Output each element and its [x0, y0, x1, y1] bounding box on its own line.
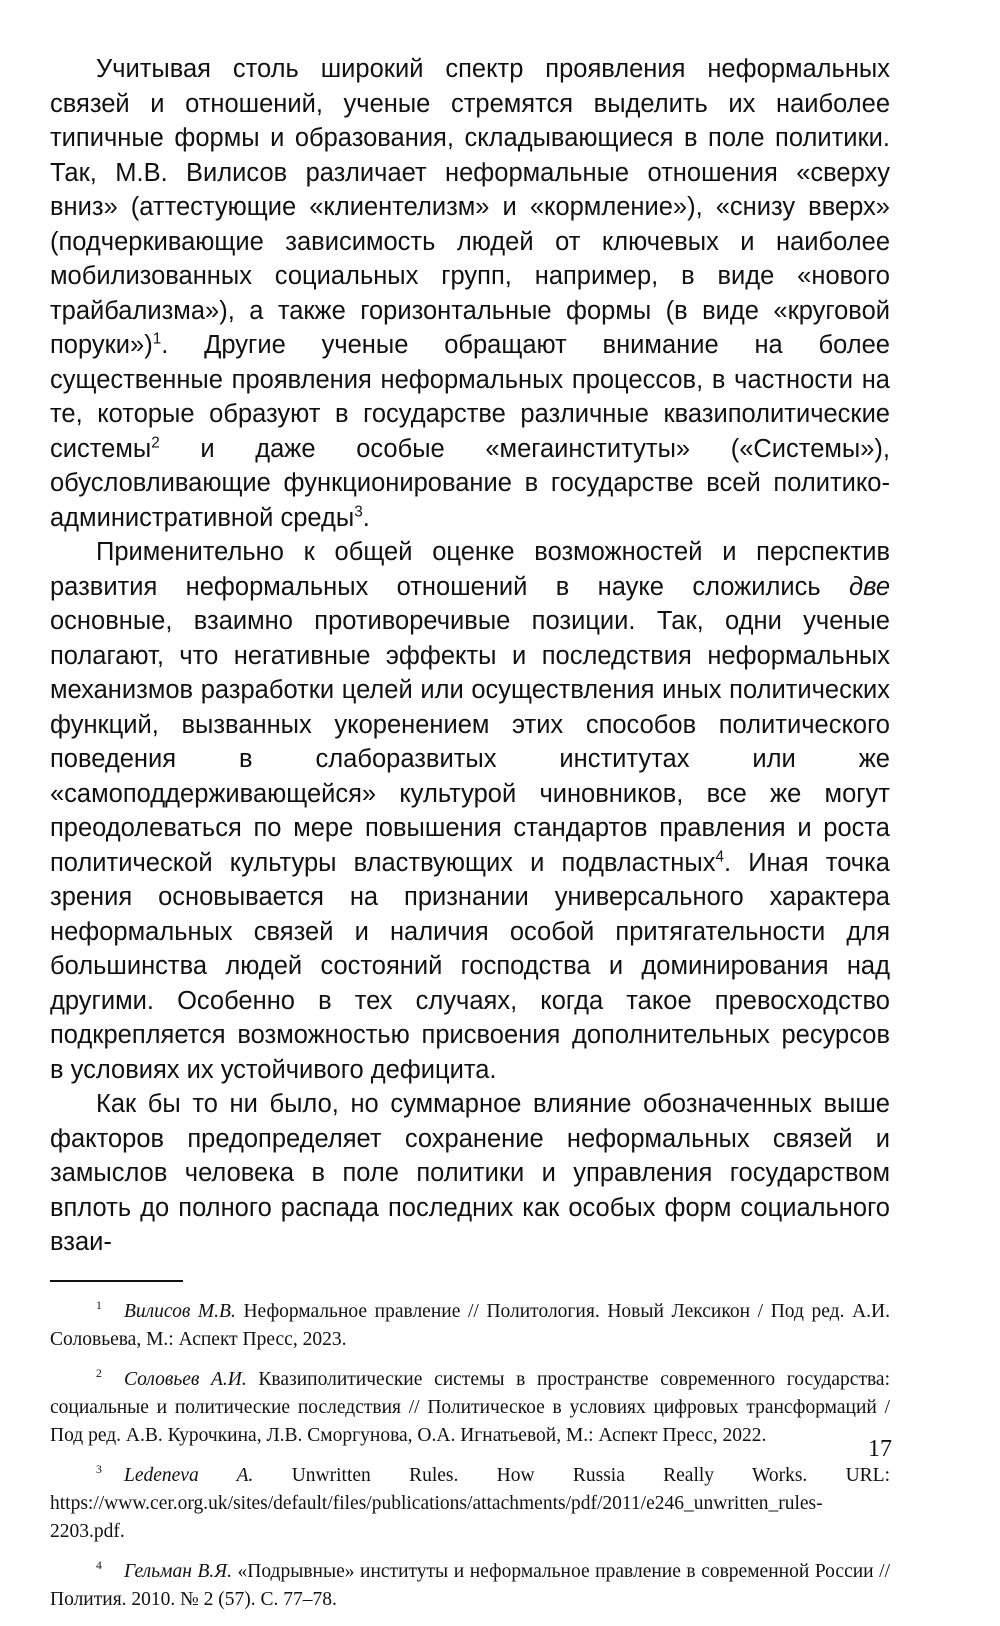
paragraph-2 — [50, 535, 890, 1087]
page-content — [50, 52, 890, 1626]
main-text — [50, 52, 890, 1260]
footnote-author: Ledeneva A. — [124, 1464, 254, 1486]
paragraph-2-emphasis: две — [848, 572, 890, 601]
footnote-ref-4[interactable]: 4 — [715, 848, 724, 865]
footnote-divider — [50, 1280, 183, 1282]
footnote-3: $^3$ Ledeneva A. Unwritten Rules. How Russia Really Works. URL: https://www.cer.org.uk/sites/default/files/publications/attachments/pdf/2011/e246_unwritten_rules-2203.pdf. — [50, 1463, 890, 1542]
footnote-author: Гельман В.Я. — [124, 1560, 232, 1582]
paragraph-1 — [50, 52, 890, 535]
paragraph-2-text-a: Применительно к общей оценке возможностей и перспектив развития неформальных отношений в науке сложились — [50, 538, 890, 601]
footnote-text: Квазиполитические системы в пространстве современного государства: социальные и политические последствия // Политическое в условиях цифровых трансформаций / Под ред. А.В. Курочкина, Л.В. Сморгунова, О.А. Игнатьевой, М.: Аспект Пресс, 2022. — [50, 1368, 890, 1446]
footnote-ref-1[interactable]: 1 — [152, 330, 162, 348]
paragraph-1-text-a: Учитывая столь широкий спектр проявления неформальных связей и отношений, ученые стремятся выделить их наиболее типичные формы и образования, складывающиеся в поле политики. Так, М.В. Вилисов различает неформальные отношения «сверху вниз» (аттестующие «клиентелизм» и «кормление»), «снизу вверх» (подчеркивающие зависимость людей от ключевых и наиболее мобилизованных социальных групп, например, в виде «нового трайбализма»), а также горизонтальные формы (в виде «круговой поруки») — [50, 55, 890, 359]
paragraph-1-text-d: . — [362, 503, 370, 532]
paragraph-1-text-b: . Другие ученые обращают внимание на более существенные проявления неформальных процессов, в частности на те, которые образуют в государстве различные квазиполитические системы — [50, 331, 890, 463]
footnote-text: Неформальное правление // Политология. Новый Лексикон / Под ред. А.И. Соловьева, М.: Аспект Пресс, 2023. — [50, 1300, 891, 1350]
page-number: 17 — [868, 1436, 892, 1462]
footnotes — [50, 1298, 890, 1614]
footnote-2: $^2$ Соловьев А.И. Квазиполитические системы в пространстве современного государства: социальные и политические последствия // Политическое в условиях цифровых трансформаций / Под ред. А.В. Курочкина, Л.В. Сморгунова, О.А. Игнатьевой, М.: Аспект Пресс, 2022. — [50, 1367, 890, 1446]
paragraph-3: Как бы то ни было, но суммарное влияние обозначенных выше факторов предопределяет сохранение неформальных связей и замыслов человека в поле политики и управления государством вплоть до полного распада последних как особых форм социального взаи- — [50, 1090, 890, 1256]
footnote-author: Соловьев А.И. — [124, 1368, 247, 1390]
footnote-author: Вилисов М.В. — [124, 1300, 236, 1322]
footnote-text[interactable]: Unwritten Rules. How Russia Really Works. URL: https://www.cer.org.uk/sites/default/files/publications/attachments/pdf/2011/e246_unwritten_rules-2203.pdf. — [50, 1464, 890, 1542]
paragraph-2-text-b: основные, взаимно противоречивые позиции. Так, одни ученые полагают, что негативные эффекты и последствия неформальных механизмов разработки целей или осуществления иных политических функций, вызванных укоренением этих способов политического поведения в слаборазвитых институтах или же «самоподдерживающейся» культурой чиновников, все же могут преодолеваться по мере повышения стандартов правления и роста политической культуры властвующих и подвластных — [50, 607, 890, 877]
footnote-text: «Подрывные» институты и неформальное правление в современной России // Полития. 2010. № 2 (57). С. 77–78. — [50, 1560, 890, 1610]
paragraph-2-text-c: . Иная точка зрения основывается на признании универсального характера неформальных связей и наличия особой притягательности для большинства людей состояний господства и доминирования над другими. Особенно в тех случаях, когда такое превосходство подкрепляется возможностью присвоения дополнительных ресурсов в условиях их устойчивого дефицита. — [50, 848, 890, 1084]
paragraph-1-text-c: и даже особые «мегаинституты» («Системы»), обусловливающие функционирование в государстве всей политико-административной среды — [50, 434, 890, 532]
footnote-1: $^1$ Вилисов М.В. Неформальное правление // Политология. Новый Лексикон / Под ред. А.И. Соловьева, М.: Аспект Пресс, 2023. — [50, 1299, 891, 1350]
footnote-4: $^4$ Гельман В.Я. «Подрывные» институты и неформальное правление в современной России // Полития. 2010. № 2 (57). С. 77–78. — [50, 1559, 890, 1610]
footnote-ref-2[interactable]: 2 — [151, 434, 160, 451]
footnote-ref-3[interactable]: 3 — [354, 503, 363, 520]
